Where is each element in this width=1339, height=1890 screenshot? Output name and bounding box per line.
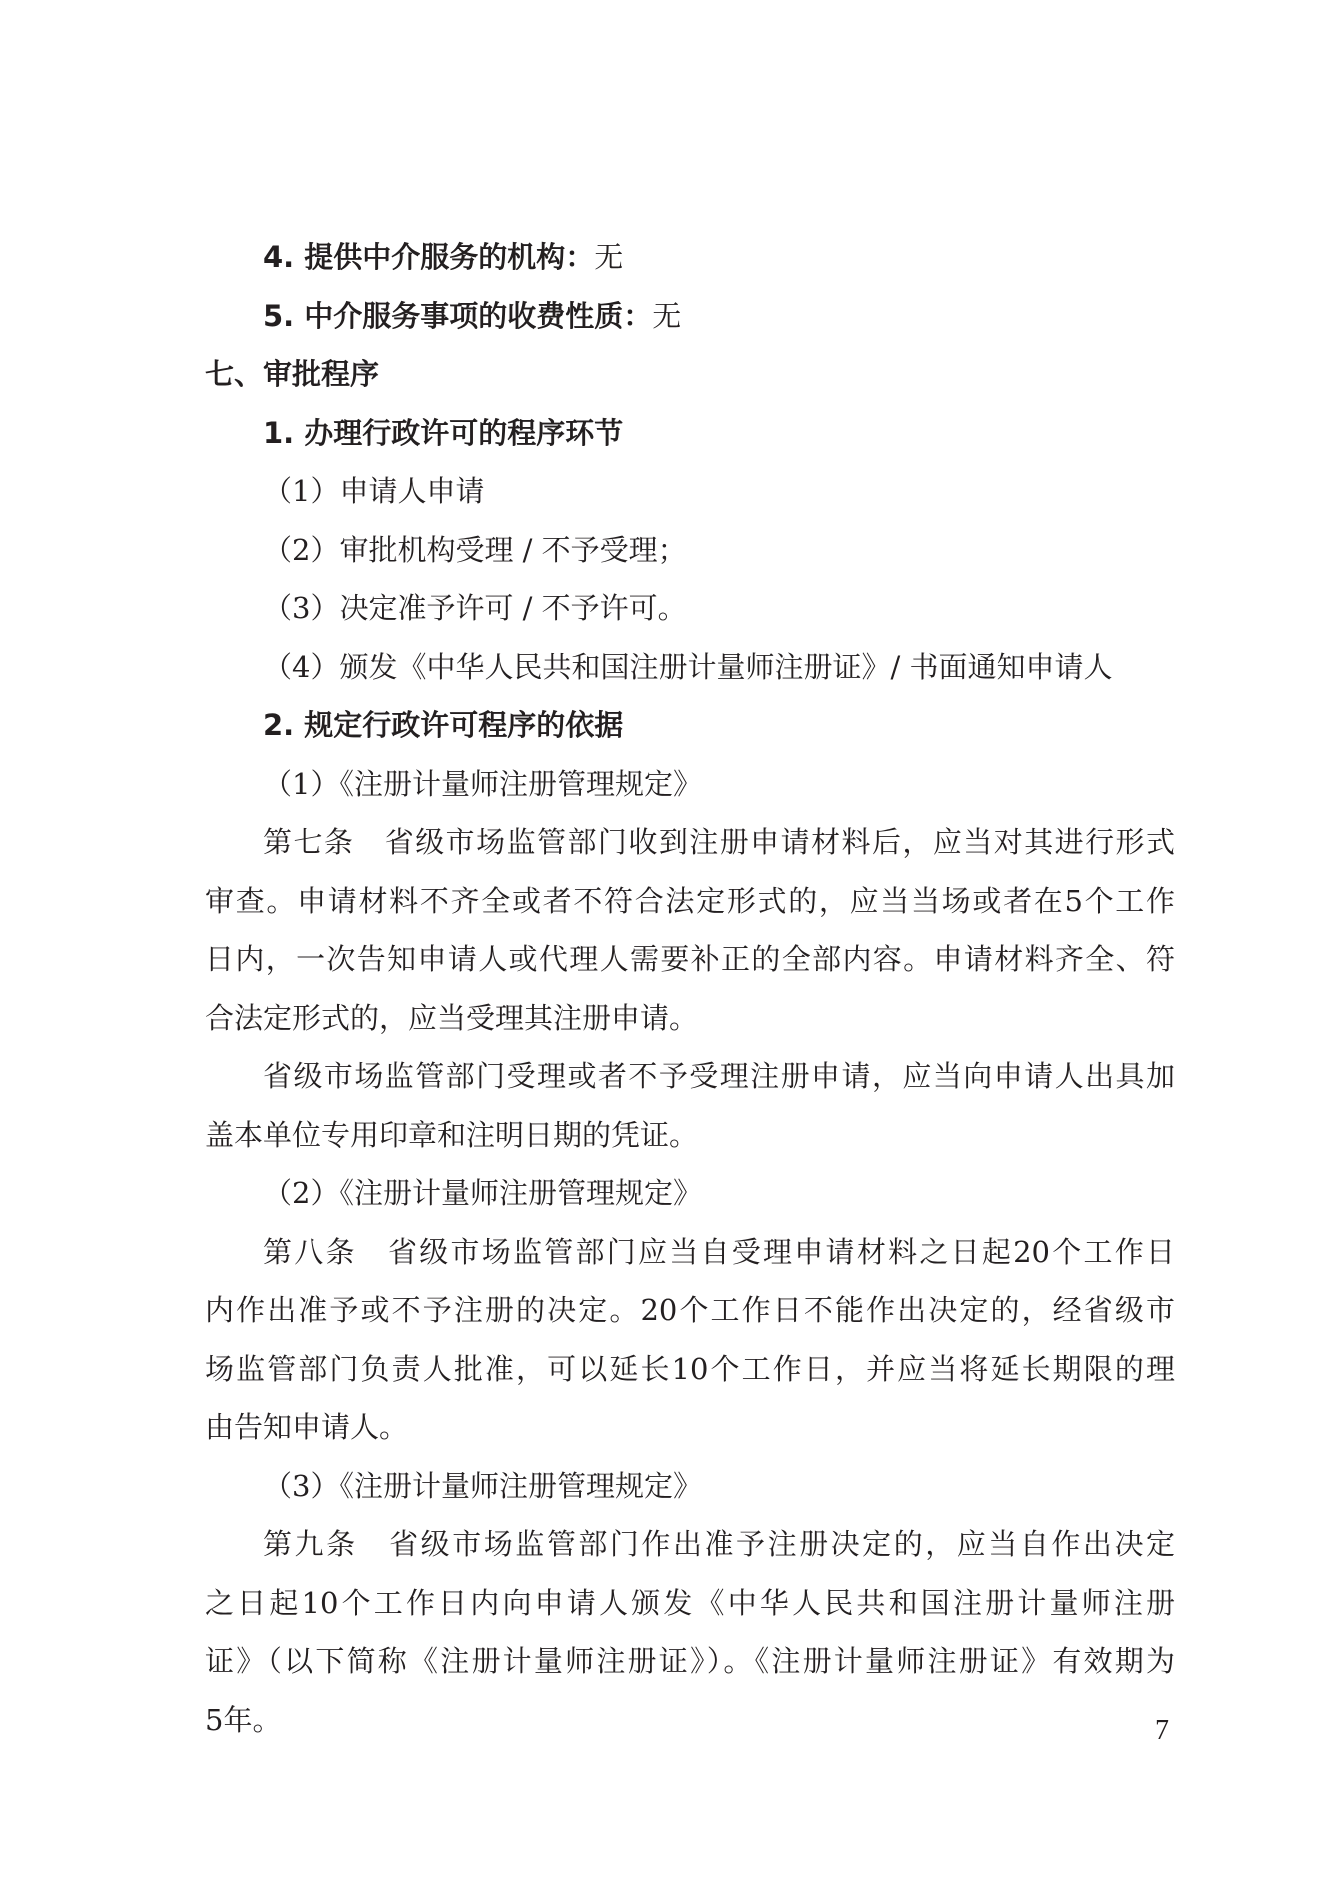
paragraph-line: 内作出准予或不予注册的决定。20个工作日不能作出决定的，经省级市 xyxy=(205,1293,1175,1327)
page-number: 7 xyxy=(1155,1715,1169,1746)
paragraph-line: 由告知申请人。 xyxy=(205,1410,409,1444)
paragraph-line: 第七条 省级市场监管部门收到注册申请材料后，应当对其进行形式 xyxy=(263,825,1175,859)
paragraph-line: 场监管部门负责人批准，可以延长10个工作日，并应当将延长期限的理 xyxy=(205,1351,1175,1386)
paragraph-line: 第八条 省级市场监管部门应当自受理申请材料之日起20个工作日 xyxy=(263,1234,1175,1269)
paragraph-line: 5年。 xyxy=(205,1702,282,1737)
procedure-step: （1）申请人申请 xyxy=(263,474,485,508)
procedure-step: （3）决定准予许可 / 不予许可。 xyxy=(263,591,687,625)
basis-source: （1）《注册计量师注册管理规定》 xyxy=(263,766,702,801)
item-label: 5. 中介服务事项的收费性质： xyxy=(263,298,653,333)
paragraph-line: 证》（以下简称《注册计量师注册证》）。《注册计量师注册证》有效期为 xyxy=(205,1644,1175,1678)
item-value: 无 xyxy=(594,240,624,274)
document-body xyxy=(205,228,1175,1749)
procedure-step: （2）审批机构受理 / 不予受理； xyxy=(263,532,687,567)
item-value: 无 xyxy=(652,298,682,333)
paragraph-line: 盖本单位专用印章和注明日期的凭证。 xyxy=(205,1117,699,1152)
procedure-step: （4）颁发《中华人民共和国注册计量师注册证》/ 书面通知申请人 xyxy=(263,649,1113,684)
subsection-title-procedure: 1. 办理行政许可的程序环节 xyxy=(263,415,624,450)
basis-source: （3）《注册计量师注册管理规定》 xyxy=(263,1468,702,1503)
item-intermediary-agency xyxy=(205,228,1175,287)
paragraph-line: 省级市场监管部门受理或者不予受理注册申请，应当向申请人出具加 xyxy=(263,1059,1175,1093)
section-heading: 七、审批程序 xyxy=(205,357,380,391)
paragraph-line: 第九条 省级市场监管部门作出准予注册决定的，应当自作出决定 xyxy=(263,1527,1175,1561)
basis-source: （2）《注册计量师注册管理规定》 xyxy=(263,1176,702,1210)
paragraph-line: 合法定形式的，应当受理其注册申请。 xyxy=(205,1000,699,1035)
item-label: 4. 提供中介服务的机构： xyxy=(263,240,595,274)
paragraph-line: 日内，一次告知申请人或代理人需要补正的全部内容。申请材料齐全、符 xyxy=(205,942,1175,976)
subsection-title-basis: 2. 规定行政许可程序的依据 xyxy=(263,708,624,742)
item-fee-nature xyxy=(205,287,1175,346)
paragraph-line: 之日起10个工作日内向申请人颁发《中华人民共和国注册计量师注册 xyxy=(205,1585,1175,1620)
paragraph-line: 审查。申请材料不齐全或者不符合法定形式的，应当当场或者在5个工作 xyxy=(205,883,1175,918)
